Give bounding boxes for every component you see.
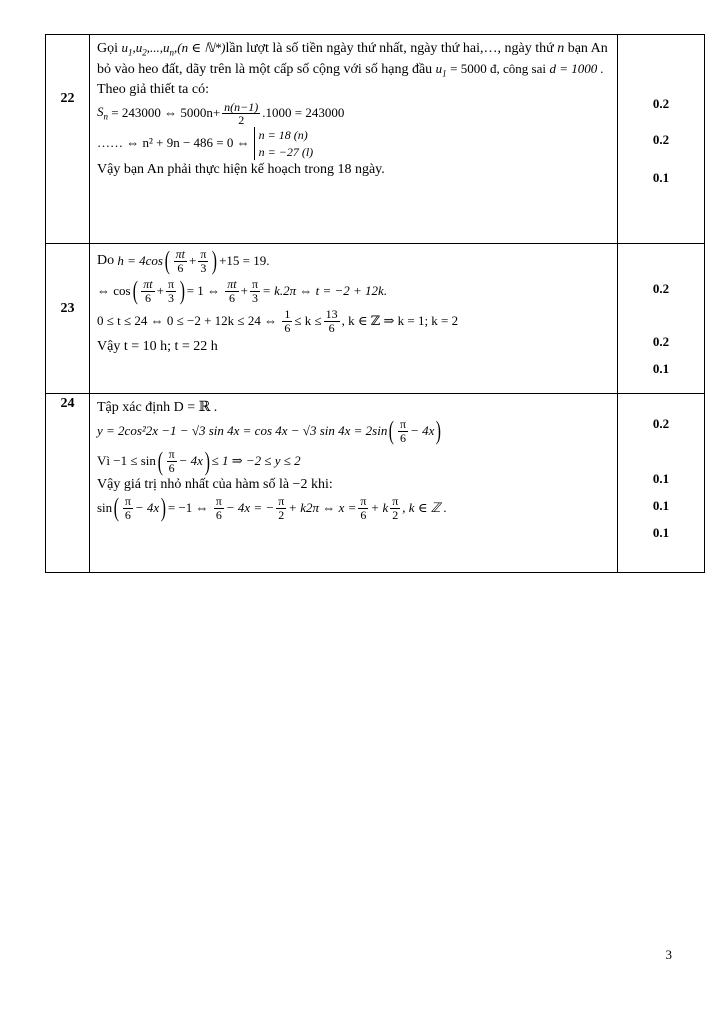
table-row	[46, 244, 705, 394]
page-number: 3	[665, 947, 672, 962]
sin-equation: sin ( $\frac{\pi}{6}$ − 4x ) = −1 ⇔ $\frac{\pi}{6}$ − 4x = − $\frac{\pi}{2}$ + k2π ⇔ x = $\frac{\pi}{6}$ + k $\frac{\pi}{2}$ , k ∈ ℤ .	[97, 493, 447, 523]
bound-inequality: Vì −1 ≤ sin ( $\frac{\pi}{6}$ − 4x ) ≤ 1 ⇒ −2 ≤ y ≤ 2	[97, 446, 301, 476]
solution-cell	[90, 35, 618, 244]
final-answer: Vậy t = 10 h; t = 22 h	[97, 338, 218, 354]
score-cell: 0.2 0.2 0.1	[618, 35, 705, 244]
table-row	[46, 35, 705, 244]
score-cell: 0.2 0.2 0.1	[618, 244, 705, 394]
y-expression: y = 2cos²2x −1 − √3 sin 4x = cos 4x − √3 sin 4x = 2sin ( $\frac{\pi}{6}$ − 4x )	[97, 416, 442, 446]
question-number: 23	[46, 244, 90, 394]
table-row	[46, 394, 705, 573]
inequality: 0 ≤ t ≤ 24 ⇔ 0 ≤ −2 + 12k ≤ 24 ⇔ $\frac{1}{6}$ ≤ k ≤ $\frac{13}{6}$ , k ∈ ℤ ⇒ k = 1; k = 2	[97, 307, 459, 335]
question-number: 24	[46, 394, 90, 573]
answer-table	[45, 34, 705, 573]
hypothesis-text: Theo giả thiết ta có:	[97, 82, 209, 98]
score-cell: 0.2 0.1 0.1 0.1	[618, 394, 705, 573]
intro-text: Gọi $u_1,u_2,...,u_n,(n$ ∈ ℕ*)lần lượt là số tiền ngày thứ nhất, ngày thứ hai,…, ngày thứ n bạn An bỏ vào heo đất, dãy trên là một cấp số cộng với số hạng đầu $u_1 = 5000$ đ, công sai d = 1000 .	[97, 40, 608, 79]
min-value-text: Vậy giá trị nhỏ nhất của hàm số là −2 khi:	[97, 476, 333, 492]
solution-cell	[90, 244, 618, 394]
domain-text: Tập xác định D = ℝ .	[97, 400, 218, 415]
cos-equation: ⇔ cos ( $\frac{\pi t}{6}$ + $\frac{\pi}{3}$ ) = 1 ⇔ $\frac{\pi t}{6}$ + $\frac{\pi}{3}$ = k.2π ⇔ t = −2 + 12k.	[97, 276, 388, 306]
conclusion-text: Vậy bạn An phải thực hiện kế hoạch trong 18 ngày.	[97, 162, 385, 178]
quadratic-equation: …… ⇔ n² + 9n − 486 = 0 ⇔ n = 18 (n) n = −27 (l)	[97, 127, 314, 159]
h-equation: Do h = 4cos ( $\frac{\pi t}{6}$ + $\frac{\pi}{3}$ ) +15 = 19.	[97, 246, 270, 276]
question-number: 22	[46, 35, 90, 244]
solution-cell	[90, 394, 618, 573]
sum-equation: $S_n$ = 243000 ⇔ 5000n+ $\frac{n(n-1)}{2}$ .1000 = 243000	[97, 99, 345, 128]
